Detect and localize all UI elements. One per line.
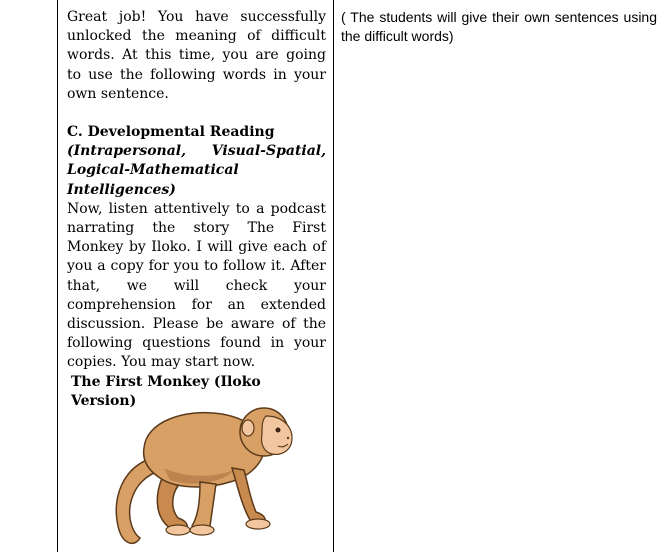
table-border-middle [333, 0, 334, 552]
student-response: ( The students will give their own sentences using the difficult words) [341, 9, 657, 45]
intelligences-note: (Intrapersonal, Visual-Spatial, Logical-Mathematical Intelligences) [67, 143, 326, 198]
spacer [67, 104, 326, 123]
section-heading: C. Developmental Reading [67, 124, 275, 141]
student-activity-column [341, 8, 657, 46]
intro-paragraph: Great job! You have successfully unlocked the meaning of difficult words. At this time, you are going to use the following words in your own sentence. [67, 9, 326, 102]
table-border-left [57, 0, 58, 552]
story-title: The First Monkey (Iloko Version) [71, 373, 261, 409]
monkey-illustration-icon [104, 398, 304, 552]
teacher-activity-column [67, 8, 326, 411]
instructions-paragraph: Now, listen attentively to a podcast narrating the story The First Monkey by Iloko. I will give each of you a copy for you to follow it. After that, we will check your comprehension for an extended discussion. Please be aware of the following questions found in your copies. You may start now. [67, 200, 326, 371]
